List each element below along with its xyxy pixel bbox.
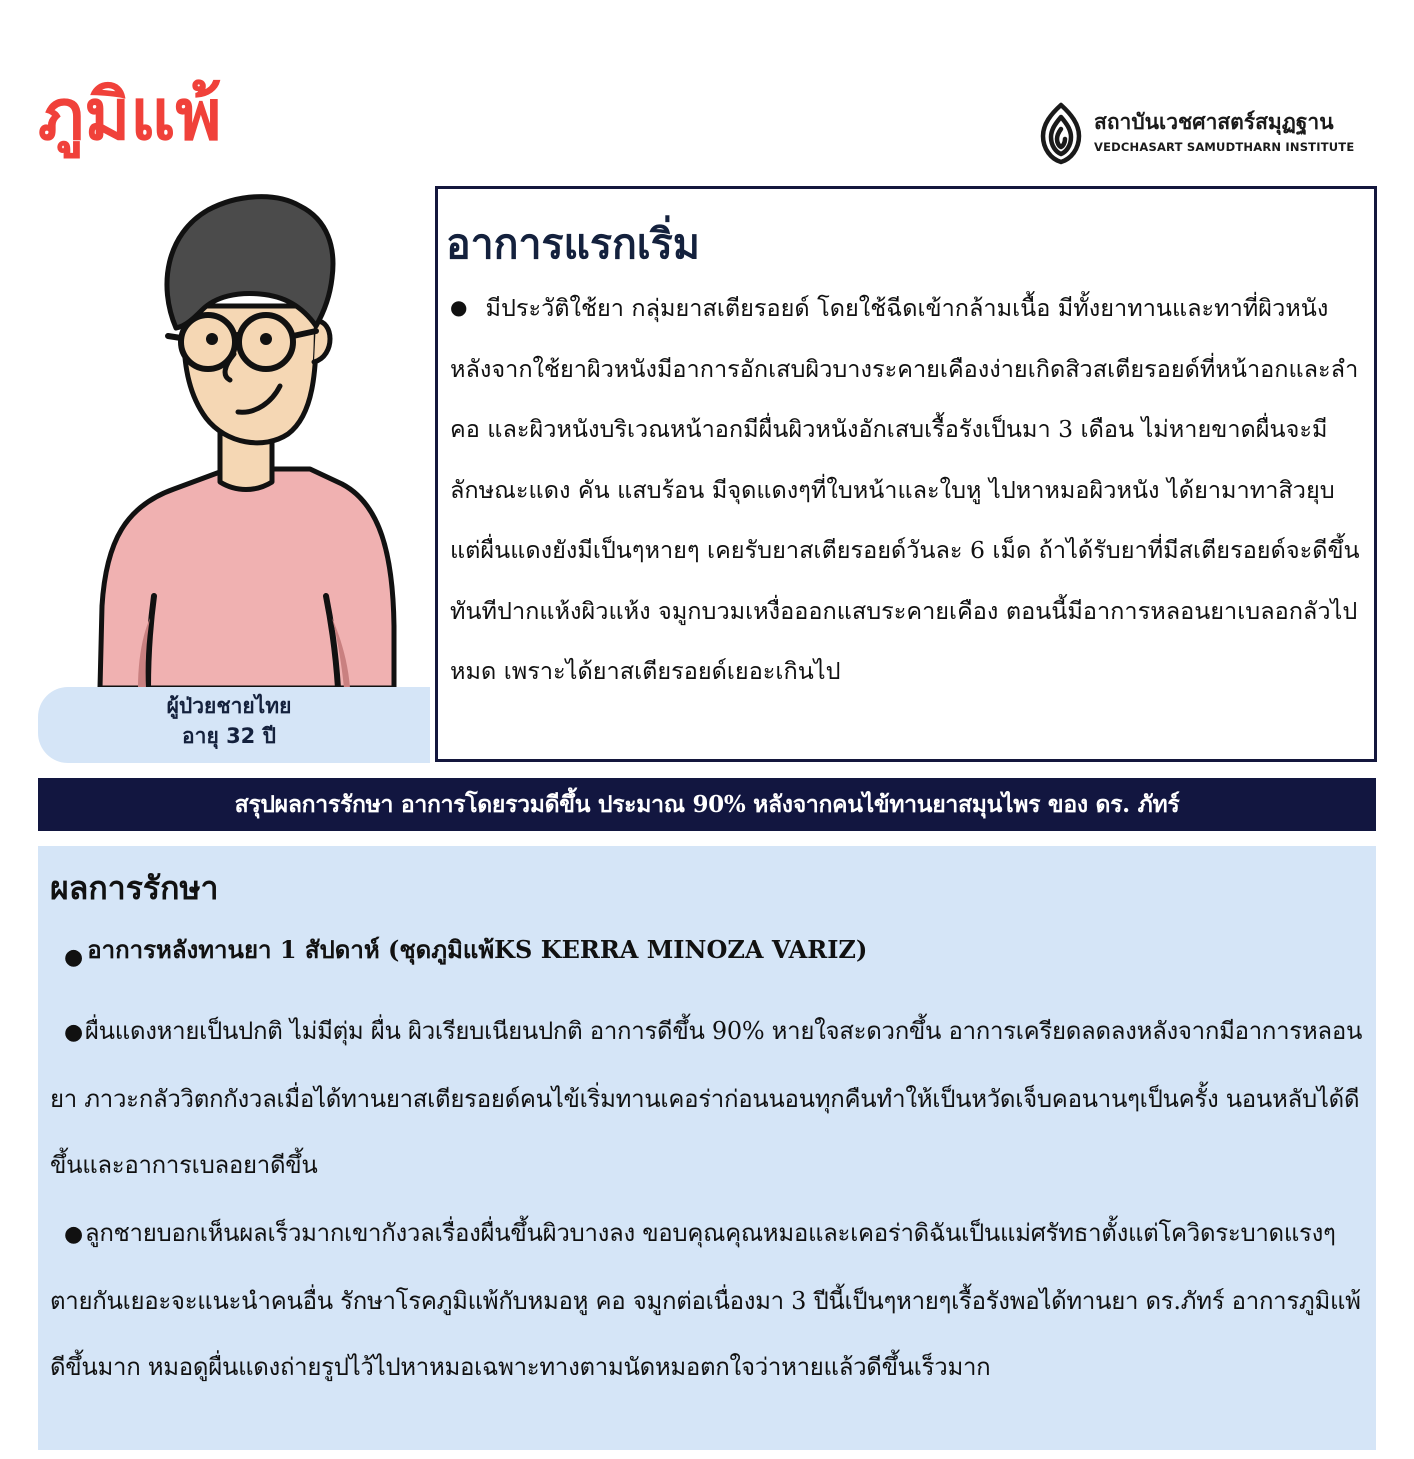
vedchasart-logo-icon — [1034, 100, 1088, 166]
patient-age: อายุ 32 ปี — [182, 724, 276, 748]
page-title: ภูมิแพ้ — [38, 74, 222, 156]
initial-symptoms-text — [450, 277, 1362, 702]
institute-name-thai: สถาบันเวชศาสตร์สมุฏฐาน — [1094, 110, 1334, 134]
bullet-icon: ● — [64, 1020, 83, 1045]
treatment-results-panel — [38, 846, 1376, 1450]
result-item-2-text: ผื่นแดงหายเป็นปกติ ไม่มีตุ่ม ผื่น ผิวเรียบเนียนปกติ อาการดีขึ้น 90% หายใจสะดวกขึ้น อาการเครียดลดลงหลังจากมีอาการหลอนยา ภาวะกลัววิตกกังวลเมื่อได้ทานยาสเตียรอยด์คนไข้เริ่มทานเคอร่าก่อนนอนทุกคืนทำให้เป็นหวัดเจ็บคอนานๆเป็นครั้ง นอนหลับได้ดีขึ้นและอาการเบลอยาดีขึ้น — [50, 1017, 1363, 1179]
bullet-icon: ● — [64, 944, 84, 970]
treatment-results-heading: ผลการรักษา — [50, 869, 219, 907]
patient-info-badge — [38, 687, 430, 763]
institute-logo — [1034, 100, 1379, 166]
initial-symptoms-heading: อาการแรกเริ่ม — [446, 220, 700, 268]
male-cartoon-avatar — [88, 186, 398, 691]
result-item-1-text: อาการหลังทานยา 1 สัปดาห์ (ชุดภูมิแพ้KS KERRA MINOZA VARIZ) — [87, 935, 868, 964]
result-item-1 — [64, 932, 867, 975]
symptoms-description: มีประวัติใช้ยา กลุ่มยาสเตียรอยด์ โดยใช้ฉีดเข้ากล้ามเนื้อ มีทั้งยาทานและทาที่ผิวหนัง หลังจากใช้ยาผิวหนังมีอาการอักเสบผิวบางระคายเคืองง่ายเกิดสิวสเตียรอยด์ที่หน้าอกและลำคอ และผิวหนังบริเวณหน้าอกมีผื่นผิวหนังอักเสบเรื้อรังเป็นมา 3 เดือน ไม่หายขาดผื่นจะมีลักษณะแดง คัน แสบร้อน มีจุดแดงๆที่ใบหน้าและใบหู ไปหาหมอผิวหนัง ได้ยามาทาสิวยุบ แต่ผื่นแดงยังมีเป็นๆหายๆ เคยรับยาสเตียรอยด์วันละ 6 เม็ด ถ้าได้รับยาที่มีสเตียรอยด์จะดีขึ้นทันทีปากแห้งผิวแห้ง จมูกบวมเหงื่อออกแสบระคายเคือง ตอนนี้มีอาการหลอนยาเบลอกลัวไปหมด เพราะได้ยาสเตียรอยด์เยอะเกินไป — [450, 294, 1360, 685]
patient-description: ผู้ป่วยชายไทย — [166, 694, 292, 718]
result-item-3 — [50, 1200, 1372, 1400]
bullet-icon: ● — [450, 295, 468, 319]
result-item-2 — [50, 998, 1372, 1198]
initial-symptoms-box — [435, 186, 1377, 762]
treatment-summary-banner: สรุปผลการรักษา อาการโดยรวมดีขึ้น ประมาณ 90% หลังจากคนไข้ทานยาสมุนไพร ของ ดร. ภัทร์ — [38, 778, 1376, 831]
bullet-icon: ● — [64, 1222, 83, 1247]
result-item-3-text: ลูกชายบอกเห็นผลเร็วมากเขากังวลเรื่องผื่นขึ้นผิวบางลง ขอบคุณคุณหมอและเคอร่าดิฉันเป็นแม่ศรัทธาตั้งแต่โควิดระบาดแรงๆ ตายกันเยอะจะแนะนำคนอื่น รักษาโรคภูมิแพ้กับหมอหู คอ จมูกต่อเนื่องมา 3 ปีนี้เป็นๆหายๆเรื้อรังพอได้ทานยา ดร.ภัทร์ อาการภูมิแพ้ดีขึ้นมาก หมอดูผื่นแดงถ่ายรูปไว้ไปหาหมอเฉพาะทางตามนัดหมอตกใจว่าหายแล้วดีขึ้นเร็วมาก — [50, 1219, 1361, 1381]
institute-name-english: VEDCHASART SAMUDTHARN INSTITUTE — [1094, 140, 1355, 154]
